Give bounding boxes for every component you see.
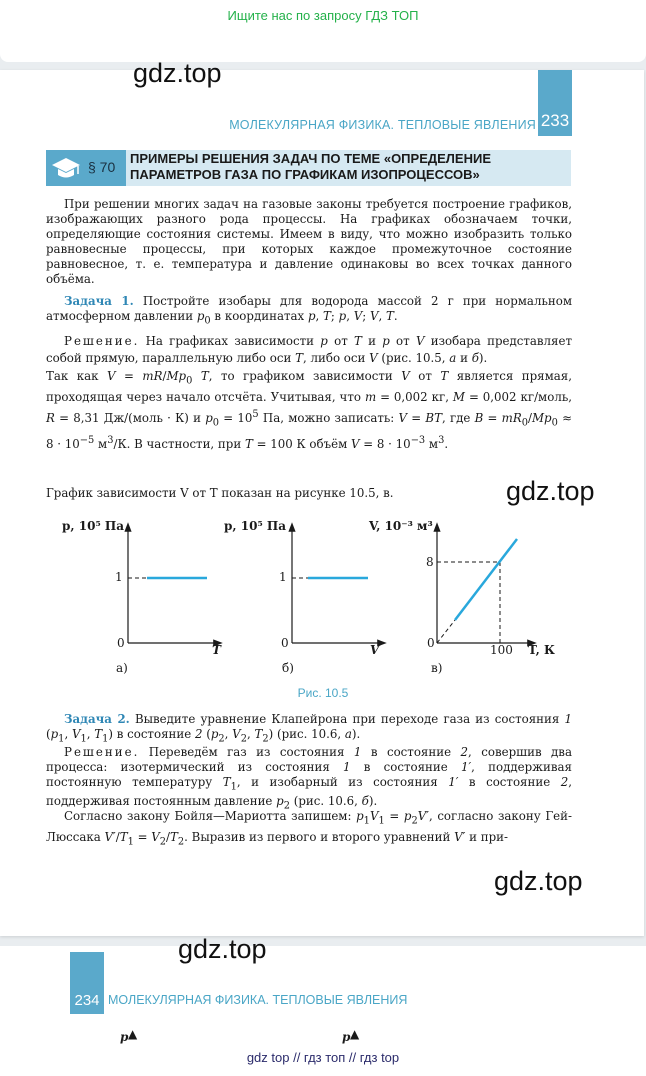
section-title: ПРИМЕРЫ РЕШЕНИЯ ЗАДАЧ ПО ТЕМЕ «ОПРЕДЕЛЕНИЕ ПАРАМЕТРОВ ГАЗА ПО ГРАФИКАМ ИЗОПРОЦЕССОВ» [130,151,491,182]
arrow-up-icon: ▲ [128,1027,138,1041]
section-icon-block [46,150,126,186]
watermark: gdz.top [178,934,267,964]
page2-axis-label-2: p [342,1030,351,1044]
graph-c-ylabel: V, 10⁻³ м³ [369,519,433,533]
top-banner[interactable] [0,0,646,32]
graduation-cap-icon [48,150,84,186]
page2-running-head: МОЛЕКУЛЯРНАЯ ФИЗИКА. ТЕПЛОВЫЕ ЯВЛЕНИЯ [108,993,408,1007]
running-head: МОЛЕКУЛЯРНАЯ ФИЗИКА. ТЕПЛОВЫЕ ЯВЛЕНИЯ [229,118,536,132]
page-number-tab: 233 [538,70,572,136]
watermark: gdz.top [506,476,595,506]
task2-label: Задача 2. [64,712,130,726]
graph-c [437,527,532,643]
task2-paragraph: Задача 2. Выведите уравнение Клапейрона при переходе газа из состояния 1 ($p_1$, $V_1$, $T_1$) в состояние 2 ($p_2$, $V_2$, $T_2$) (рис. 10.6, а). [46,712,573,745]
graph-b [292,527,382,643]
graph-reference: График зависимости V от T показан на рисунке 10.5, в. [46,486,394,500]
graph-a-xlabel: T [212,643,221,657]
previous-page-card [0,32,646,62]
section-number: § 70 [88,159,116,175]
graph-c-extrapolation [437,620,455,643]
solution2-paragraph: Решение. Переведём газ из состояния 1 в состояние 2, совершив два процесса: изотермический из состояния 1 в состояние 1′, поддерживая постоянную температуру $T_1$, и изобарный из состояния 1′ в состояние 2, поддерживая постоянным давление $p_2$ (рис. 10.6, б). [46,745,573,812]
page2-axis-label-1: p [120,1030,129,1044]
graph-c-xlabel: T, К [528,643,555,657]
graph-a [128,527,218,643]
graph-a-origin: 0 [117,636,125,650]
figure-10-5 [0,515,646,695]
arrow-up-icon: ▲ [350,1027,360,1041]
page2-number-tab: 234 [70,952,104,1014]
graph-b-tick: 1 [279,570,287,584]
solution2-continued: Согласно закону Бойля—Мариотта запишем: $p_1V_1 = p_2V'$, согласно закону Гей-Люссака $V'/T_1 = V_2/T_2$. Выразив из первого и второго уравнений V′ и при- [46,809,572,848]
graph-b-ylabel: p, 10⁵ Па [224,519,286,533]
task1-label: Задача 1. [64,294,134,308]
top-banner-text[interactable]: Ищите нас по запросу ГДЗ ТОП [227,8,419,23]
graph-b-sub: б) [282,661,294,675]
graph-c-isobar [455,539,517,620]
graph-c-origin: 0 [427,636,435,650]
graph-c-xtick: 100 [490,643,513,657]
solution1-formula: Так как $V = mR/Mp_0$ T, то графиком зависимости V от T является прямая, проходящая через начало отсчёта. Учитывая, что m = 0,002 кг, M = 0,002 кг/моль, R = 8,31 Дж/(моль · К) и $p_0 = 10^5$ Па, можно записать: V = BT, где $B = mR_0/Mp_0 \approx 8 \cdot 10^{-5}$ $м^3/К$. В частности, при T = 100 К объём $V = 8 \cdot 10^{-3}$ $м^3$. [46,369,573,451]
graph-b-xlabel: V [370,643,380,657]
task1-paragraph: Задача 1. Постройте изобары для водорода массой 2 г при нормальном атмосферном давлении $p_0$ в координатах p, T; p, V; V, T. [46,294,573,327]
bottom-links[interactable]: gdz top // гдз топ // гдз top [246,1050,400,1065]
watermark: gdz.top [494,866,583,896]
graph-a-sub: а) [116,661,128,675]
graph-a-ylabel: p, 10⁵ Па [62,519,124,533]
graph-a-tick: 1 [115,570,123,584]
watermark: gdz.top [133,58,222,88]
graph-c-ytick: 8 [426,555,434,569]
intro-paragraph: При решении многих задач на газовые законы требуется построение графиков, изображающих разного рода процессы. На графиках обозначаем точки, определяющие состояния системы. Имеем в виду, что можно изобразить только равновесные процессы, при которых каждое промежуточное состояние равновесное, т. е. температура и давление одинаковы во всех точках данного объёма. [46,197,572,286]
graph-b-origin: 0 [281,636,289,650]
graph-c-sub: в) [431,661,443,675]
section-header [46,150,571,186]
figure-caption: Рис. 10.5 [297,686,349,700]
bottom-links-bar[interactable] [0,1046,646,1076]
solution1-paragraph: Решение. На графиках зависимости p от T и p от V изобара представляет собой прямую, параллельную либо оси T, либо оси V (рис. 10.5, а и б). [46,334,572,365]
